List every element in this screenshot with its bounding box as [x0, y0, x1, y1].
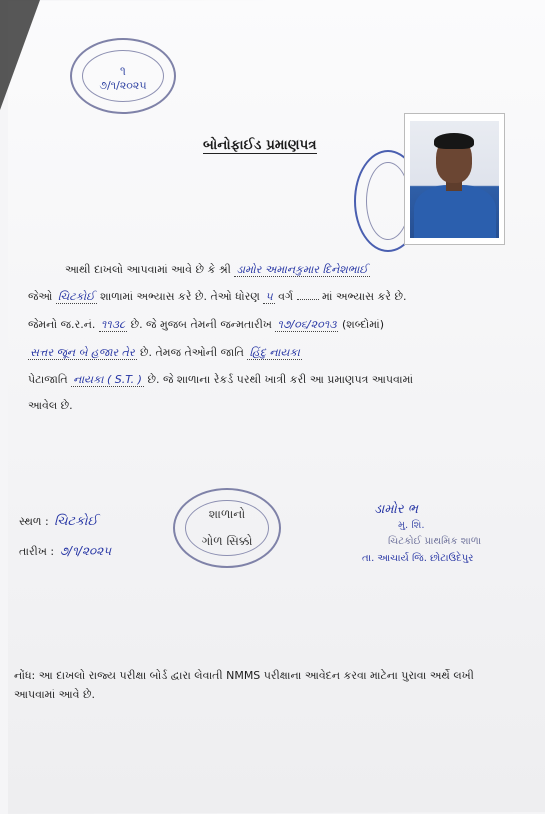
subcaste-field: નાયકા ( S.T. )	[73, 373, 142, 386]
place-label: સ્થળ :	[19, 515, 49, 528]
place-value: ચિટકોઈ	[54, 514, 98, 529]
school-name-field: ચિટકોઈ	[57, 290, 95, 303]
line2-mid: શાળામાં અભ્યાસ કરે છે. તેઓ ધોરણ	[100, 290, 260, 303]
body-line-3	[28, 318, 384, 332]
body-line-6: આવેલ છે.	[28, 399, 73, 412]
student-name-field: ડામોર અમાનકુમાર દિનેશભાઈ	[236, 263, 368, 276]
line2-class-label: વર્ગ	[278, 290, 294, 303]
std-field: ૫	[265, 290, 273, 303]
stamp-top-date: ૭/૧/૨૦૨૫	[99, 78, 147, 92]
footnote: નોંધ: આ દાખલો રાજ્ય પરીક્ષા બોર્ડ દ્વારા લેવાતી NMMS પરીક્ષાના આવેદન કરવા માટેના પુરાવા અર્થે લખી આપવામાં આવે છે.	[14, 669, 474, 701]
line3-mid: છે. જે મુજબ તેમની જન્મતારીખ	[130, 318, 272, 331]
date-label: તારીખ :	[19, 545, 55, 558]
student-photo	[404, 113, 505, 245]
seal-label-1: શાળાનો	[208, 507, 246, 521]
line3-suffix: (શબ્દોમાં)	[341, 318, 385, 331]
page-corner-shadow	[0, 0, 40, 110]
date-row	[19, 544, 113, 559]
line2-prefix: જેઓ	[28, 290, 53, 303]
stamp-bot-inner-ring	[185, 500, 269, 556]
line5-prefix: પેટાજાતિ	[28, 373, 68, 386]
photo-picture	[410, 121, 499, 238]
dob-field: ૧૭/૦૬/૨૦૧૩	[277, 318, 337, 331]
sig-title-2: તા. આચાર્ય જિ. છોટાઉદેપુર	[362, 553, 474, 564]
sig-title-1: મુ. શિ.	[398, 520, 425, 531]
photo-hair	[434, 133, 474, 149]
dob-words-field: સત્તર જૂન બે હજાર તેર	[30, 346, 135, 359]
photo-shirt	[414, 185, 496, 238]
line4-mid: છે. તેમજ તેઓની જાતિ	[140, 346, 244, 359]
division-field	[297, 299, 319, 300]
body-line-5	[28, 373, 413, 387]
stamp-top-round	[70, 38, 176, 114]
stamp-top-inner-ring	[82, 50, 164, 102]
body-line-4	[28, 346, 302, 360]
body-line-1	[65, 263, 370, 277]
place-row	[19, 514, 100, 529]
body-line-2	[28, 290, 406, 304]
sig-school: ચિટકોઈ પ્રાથમિક શાળા	[388, 536, 482, 547]
line1-text: આથી દાખલો આપવામાં આવે છે કે શ્રી	[65, 263, 231, 276]
date-value: ૭/૧/૨૦૨૫	[59, 544, 112, 558]
certificate-title: બોનોફાઈડ પ્રમાણપત્ર	[203, 137, 317, 153]
stamp-top-number: ૧	[120, 63, 126, 78]
principal-signature: ડામોર ભ	[374, 502, 419, 517]
school-seal-stamp	[173, 488, 281, 568]
line3-prefix: જેમનો જ.ર.નં.	[28, 318, 96, 331]
line2-suffix: માં અભ્યાસ કરે છે.	[322, 290, 407, 303]
line5-suffix: છે. જે શાળાના રેકર્ડ પરથી ખાત્રી કરી આ પ્રમાણપત્ર આપવામાં	[147, 373, 414, 386]
caste-field: હિંદુ નાયકા	[249, 346, 300, 359]
reg-no-field: ૧૧૩૮	[100, 318, 126, 331]
seal-label-2: ગોળ સિક્કો	[201, 534, 253, 548]
